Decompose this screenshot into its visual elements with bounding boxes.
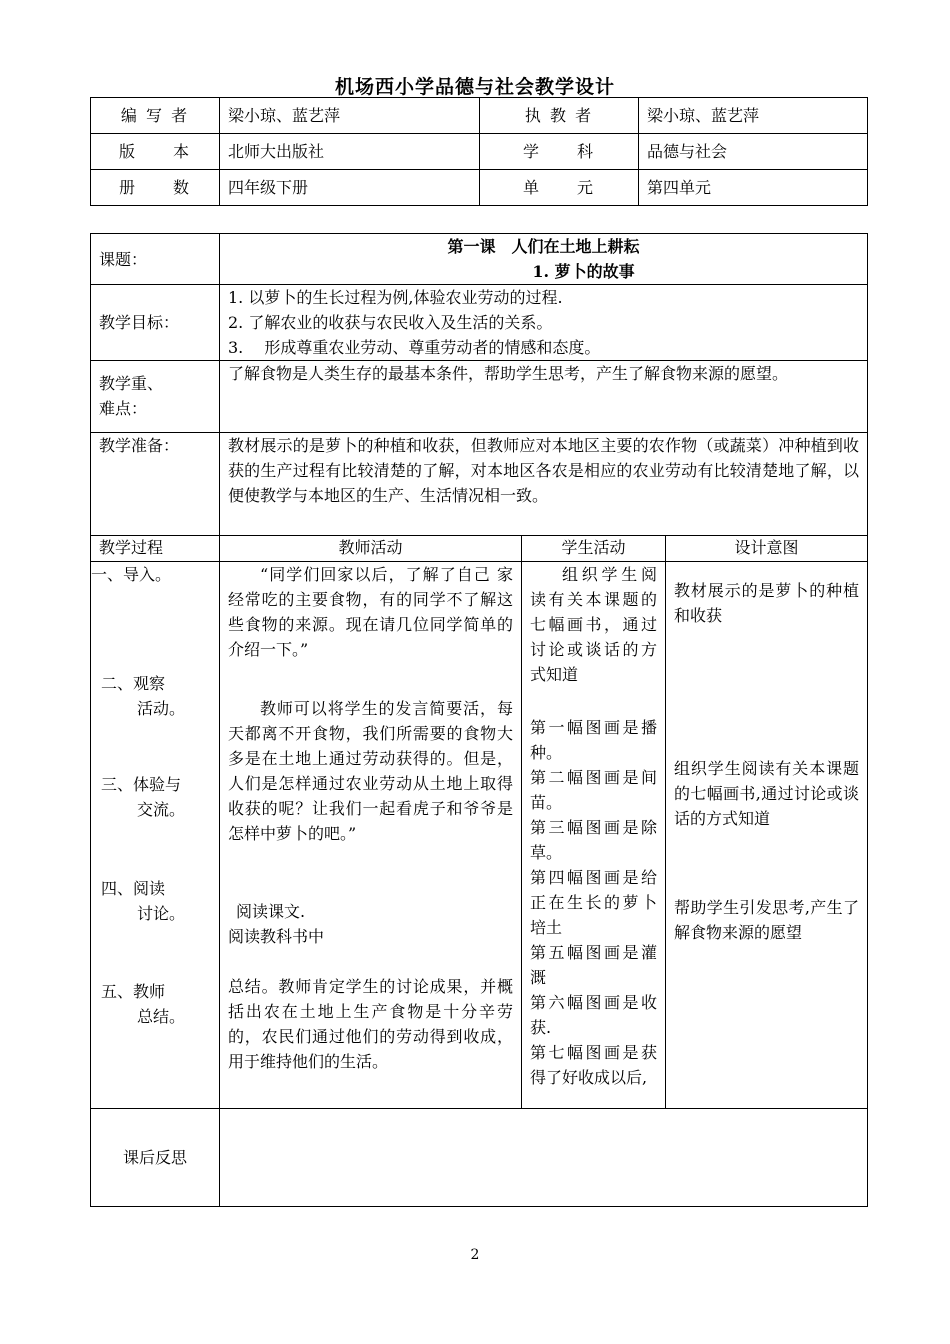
- step-experience: 三、体验与: [101, 775, 182, 794]
- step-experience-cont: 交流。: [137, 800, 186, 819]
- subject-value: 品德与社会: [639, 134, 868, 170]
- teacher-paragraph: 阅读教科书中: [228, 927, 325, 946]
- topic-line-1: 第一课 人们在土地上耕耘: [447, 237, 640, 256]
- student-intro: 组织学生阅读有关本课题的七幅画书，通过讨论或谈话的方式知道: [530, 565, 657, 684]
- goal-item: 2. 了解农业的收获与农民收入及生活的关系。: [228, 313, 553, 332]
- teacher-paragraph: 教师可以将学生的发言简要活，每天都离不开食物，我们所需要的食物大多是在土地上通过劳动获得的。但是，人们是怎样通过农业劳动从土地上取得收获的呢？让我们一起看虎子和爷爷是怎样中萝卜的吧。”: [228, 699, 513, 843]
- teacher-activity: [220, 562, 522, 1109]
- teacher-label: 执 教 者: [480, 98, 639, 134]
- edition-value: 北师大出版社: [220, 134, 480, 170]
- topic-row: [91, 234, 868, 285]
- document-title: 机场西小学品德与社会教学设计: [334, 76, 615, 98]
- student-item: 第六幅图画是收获.: [530, 993, 657, 1037]
- topic-cell: [220, 234, 868, 285]
- step-observe: 二、观察: [101, 674, 166, 693]
- student-item: 第五幅图画是灌溉: [530, 943, 657, 987]
- lesson-table: [90, 233, 868, 1207]
- process-steps: [91, 562, 220, 1109]
- author-value: 梁小琼、蓝艺萍: [220, 98, 480, 134]
- preparation-text: 教材展示的是萝卜的种植和收获，但教师应对本地区主要的农作物（或蔬菜）冲种植到收获的生产过程有比较清楚的了解，对本地区各农是相应的农业劳动有比较清楚地了解，以便使教学与本地区的生产、生活情况相一致。: [220, 433, 868, 536]
- author-label: 编 写 者: [91, 98, 220, 134]
- info-table: [90, 97, 868, 206]
- process-row: [91, 562, 868, 1109]
- page-number: 2: [470, 1247, 480, 1263]
- goals-row: [91, 285, 868, 361]
- info-row-volume: [91, 170, 868, 206]
- preparation-row: [91, 433, 868, 536]
- student-item: 第三幅图画是除草。: [530, 818, 657, 862]
- step-read: 四、阅读: [101, 879, 166, 898]
- volume-label: 册 数: [91, 170, 220, 206]
- teacher-paragraph: 总结。教师肯定学生的讨论成果，并概括出农在土地上生产食物是十分辛劳的，农民们通过他们的劳动得到收成，用于维持他们的生活。: [228, 977, 513, 1071]
- student-item: 第一幅图画是播种。: [530, 718, 657, 762]
- topic-line-2: 1. 萝卜的故事: [532, 262, 635, 281]
- goals-label: 教学目标：: [91, 285, 220, 361]
- design-note: 帮助学生引发思考,产生了解食物来源的愿望: [674, 898, 860, 942]
- unit-label: 单 元: [480, 170, 639, 206]
- info-row-edition: [91, 134, 868, 170]
- design-note: 教材展示的是萝卜的种植和收获: [674, 581, 860, 625]
- student-item: 第四幅图画是给正在生长的萝卜培土: [530, 868, 657, 937]
- step-summary: 五、教师: [101, 982, 166, 1001]
- reflection-row: [91, 1109, 868, 1207]
- topic-label: 课题：: [91, 234, 220, 285]
- key-points-row: [91, 361, 868, 433]
- student-activity: [522, 562, 666, 1109]
- edition-label: 版 本: [91, 134, 220, 170]
- reflection-label: 课后反思: [91, 1109, 220, 1207]
- student-item: 第七幅图画是获得了好收成以后,: [530, 1043, 657, 1087]
- student-item: 第二幅图画是间苗。: [530, 768, 657, 812]
- step-intro: 一、导入。: [91, 565, 172, 584]
- key-points-label-line-2: 难点：: [99, 399, 148, 418]
- design-header: 设计意图: [666, 536, 868, 562]
- process-header: 教学过程: [91, 536, 220, 562]
- key-points-text: 了解食物是人类生存的最基本条件，帮助学生思考，产生了解食物来源的愿望。: [220, 361, 868, 433]
- goal-item: 1. 以萝卜的生长过程为例,体验农业劳动的过程.: [228, 288, 563, 307]
- goal-item: 3. 形成尊重农业劳动、尊重劳动者的情感和态度。: [228, 338, 601, 357]
- key-points-label-line-1: 教学重、: [99, 374, 164, 393]
- teacher-value: 梁小琼、蓝艺萍: [639, 98, 868, 134]
- goals-cell: [220, 285, 868, 361]
- step-observe-cont: 活动。: [137, 699, 186, 718]
- unit-value: 第四单元: [639, 170, 868, 206]
- teacher-paragraph: “同学们回家以后，了解了自己 家经常吃的主要食物，有的同学不了解这些食物的来源。现在请几位同学简单的介绍一下。”: [228, 565, 513, 659]
- design-note: 组织学生阅读有关本课题的七幅画书,通过讨论或谈话的方式知道: [674, 759, 860, 828]
- student-header: 学生活动: [522, 536, 666, 562]
- subject-label: 学 科: [480, 134, 639, 170]
- info-row-author: [91, 98, 868, 134]
- step-read-cont: 讨论。: [137, 904, 186, 923]
- key-points-label: [91, 361, 220, 433]
- process-header-row: [91, 536, 868, 562]
- teacher-paragraph: 阅读课文.: [236, 902, 306, 921]
- step-summary-cont: 总结。: [137, 1007, 186, 1026]
- reflection-text: [220, 1109, 868, 1207]
- volume-value: 四年级下册: [220, 170, 480, 206]
- teacher-header: 教师活动: [220, 536, 522, 562]
- design-intent: [666, 562, 868, 1109]
- preparation-label: 教学准备：: [91, 433, 220, 536]
